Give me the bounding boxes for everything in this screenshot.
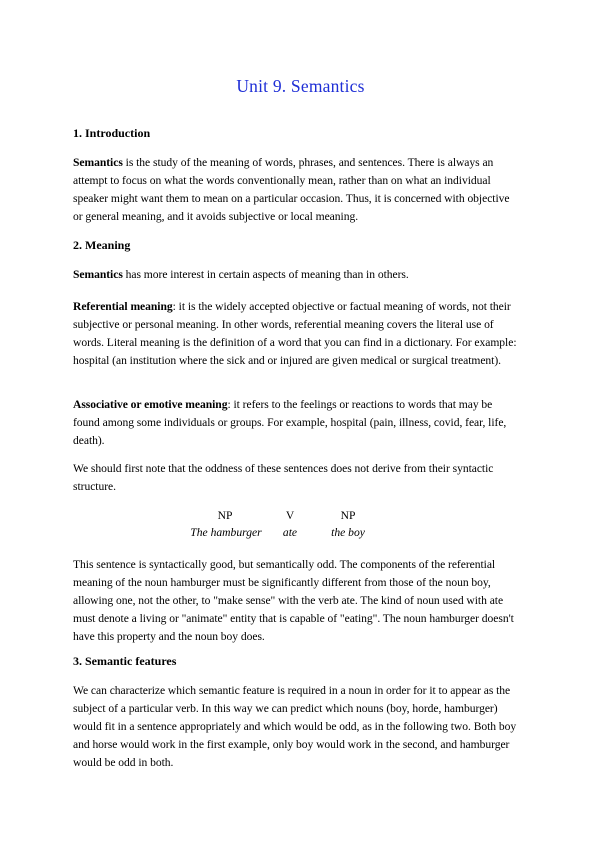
example-word-hamburger: The hamburger [190, 526, 262, 539]
term-semantics: Semantics [73, 268, 123, 281]
example-label-v: V [285, 509, 295, 522]
paragraph-semantic-features: We can characterize which semantic feature is required in a noun in order for it to appear as the subject of a particular verb. In this way we can predict which nouns (boy, horde, hamburger) would fit in a sentence appropriately and which would be odd, as in the following two. Both boy and horse would work in the first example, only boy would work in the second, and hamburger would be odd in both. [73, 684, 517, 769]
example-word-boy: the boy [331, 526, 365, 539]
example-sentence [73, 509, 528, 545]
paragraph-text: is the study of the meaning of words, phrases, and sentences. There is always an attempt to focus on what the words conventionally mean, rather than on what an individual speaker might want them to mean on a particular occasion. Thus, it is concerned with objective or general meaning, and it avoids subjective or local meaning. [73, 156, 510, 223]
paragraph-semantics-definition [73, 154, 521, 226]
paragraph-oddness-note: We should first note that the oddness of these sentences does not derive from their syntactic structure. [73, 462, 494, 493]
term-referential-meaning: Referential meaning [73, 300, 173, 313]
example-label-np-2: NP [340, 509, 356, 522]
paragraph-text: : it refers to the feelings or reactions to words that may be found among some individuals or groups. For example, hospital (pain, illness, covid, fear, life, death). [73, 398, 507, 447]
term-semantics: Semantics [73, 156, 123, 169]
paragraph-referential-meaning [73, 298, 521, 370]
page-title: Unit 9. Semantics [236, 76, 365, 96]
paragraph-associative-meaning [73, 396, 521, 450]
paragraph-hamburger-analysis: This sentence is syntactically good, but semantically odd. The components of the referential meaning of the noun hamburger must be significantly different from those of the noun boy, allowing one, not the other, to "make sense" with the verb ate. The kind of noun used with ate must denote a living or "animate" entity that is capable of "eating". The noun hamburger doesn't have this property and the noun boy does. [73, 558, 514, 643]
paragraph-text: : it is the widely accepted objective or factual meaning of words, not their subjective or personal meaning. In other words, referential meaning covers the literal use of words. Literal meaning is the definition of a word that you can find in a dictionary. For example: hospital (an institution where the sick and or injured are given medical or surgical treatment). [73, 300, 517, 367]
term-associative-meaning: Associative or emotive meaning [73, 398, 228, 411]
section-heading-meaning: 2. Meaning [73, 238, 131, 252]
section-heading-introduction: 1. Introduction [73, 126, 151, 140]
example-label-np-1: NP [217, 509, 233, 522]
example-word-ate: ate [282, 526, 298, 539]
section-heading-semantic-features: 3. Semantic features [73, 654, 177, 668]
paragraph-semantics-interest [73, 266, 521, 284]
paragraph-text: has more interest in certain aspects of meaning than in others. [122, 268, 409, 281]
